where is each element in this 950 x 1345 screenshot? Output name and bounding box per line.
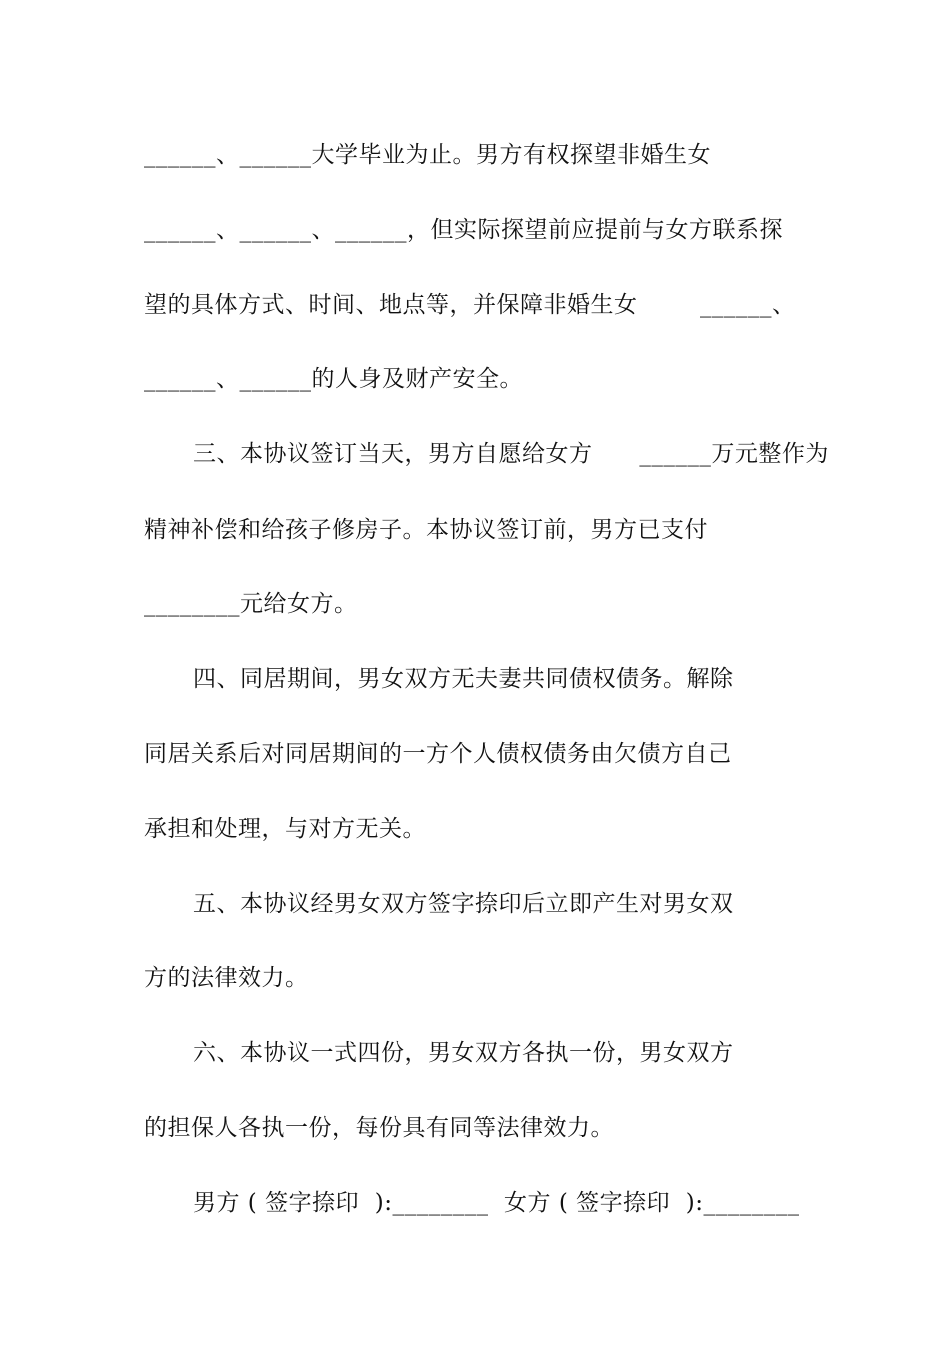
clause-six-line-1: 六、本协议一式四份，男女双方各执一份，男女双方 xyxy=(193,1040,734,1066)
clause-four-line-3: 承担和处理，与对方无关。 xyxy=(144,816,426,842)
clause-three-line-3: ________元给女方。 xyxy=(144,591,358,617)
clause-six-line-2: 的担保人各执一份，每份具有同等法律效力。 xyxy=(144,1115,614,1141)
text-line-4: ______、______的人身及财产安全。 xyxy=(144,366,523,392)
clause-five-line-1: 五、本协议经男女双方签字捺印后立即产生对男女双 xyxy=(193,891,734,917)
text-line-2: ______、______、______，但实际探望前应提前与女方联系探 xyxy=(144,217,783,243)
clause-five-line-2: 方的法律效力。 xyxy=(144,965,309,991)
text-line-3: 望的具体方式、时间、地点等，并保障非婚生女 ______、 xyxy=(144,292,796,318)
clause-three-line-2: 精神补偿和给孩子修房子。本协议签订前，男方已支付 xyxy=(144,517,708,543)
clause-three-line-1: 三、本协议签订当天，男方自愿给女方 ______万元整作为 xyxy=(193,441,829,467)
clause-four-line-2: 同居关系后对同居期间的一方个人债权债务由欠债方自己 xyxy=(144,741,732,767)
signature-line: 男方 ( 签字捺印 ):________ 女方 ( 签字捺印 ):________ xyxy=(193,1190,800,1216)
text-line-1: ______、______大学毕业为止。男方有权探望非婚生女 xyxy=(144,142,711,168)
clause-four-line-1: 四、同居期间，男女双方无夫妻共同债权债务。解除 xyxy=(193,666,734,692)
